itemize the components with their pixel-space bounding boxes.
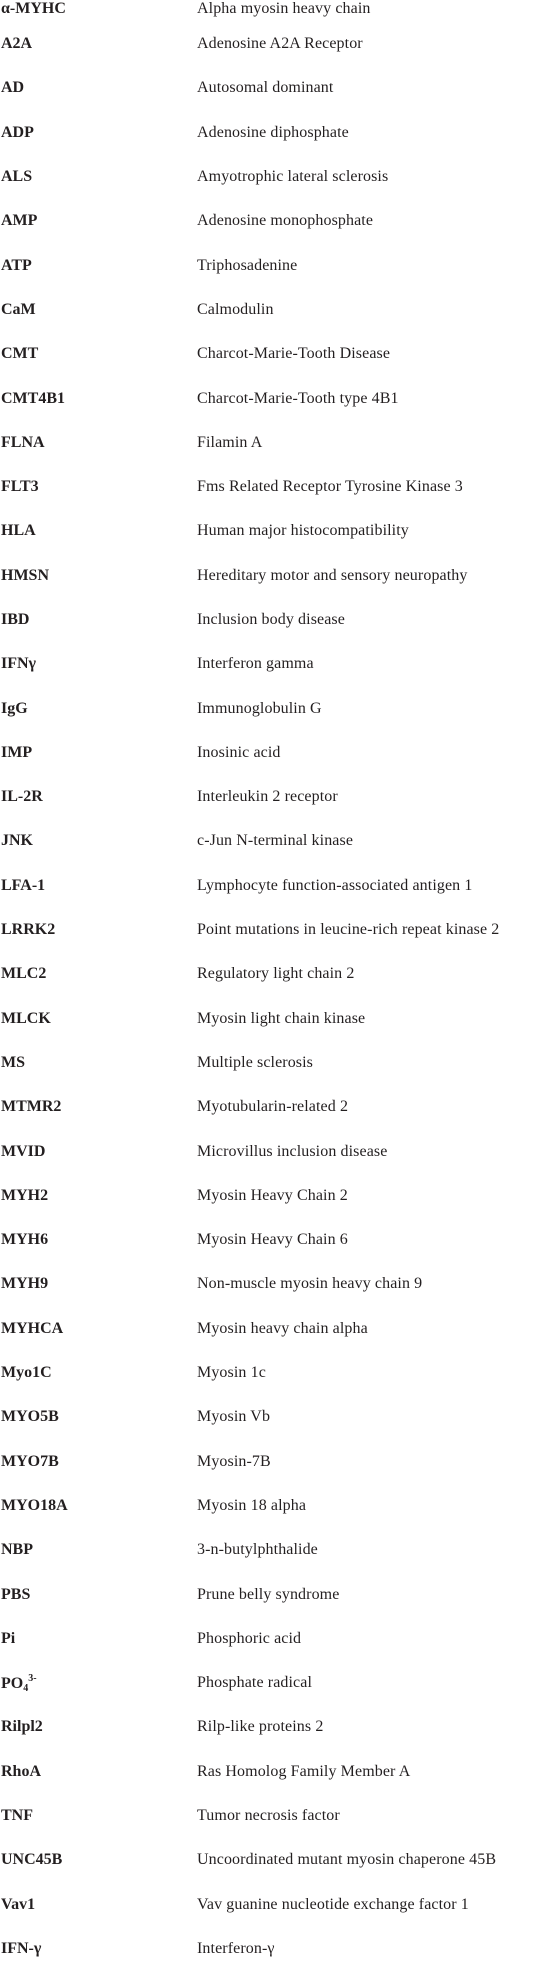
abbreviation-definition: Interferon-γ [197, 1939, 275, 1957]
abbreviation-term [0, 744, 197, 762]
abbreviation-term-text: MYO18A [1, 1496, 68, 1514]
abbreviation-definition: Myosin Heavy Chain 6 [197, 1231, 348, 1249]
abbreviation-row [0, 111, 558, 155]
abbreviation-term [0, 79, 197, 97]
abbreviation-definition: Myosin light chain kinase [197, 1009, 366, 1027]
abbreviation-term-superscript: 3- [28, 1672, 37, 1684]
abbreviation-definition: Myosin-7B [197, 1452, 271, 1470]
abbreviation-term [0, 1940, 197, 1958]
abbreviation-row [0, 421, 558, 465]
abbreviation-term-text: MYH9 [1, 1275, 49, 1293]
abbreviation-row [0, 1041, 558, 1085]
abbreviation-term [0, 1807, 197, 1825]
abbreviation-definition: Immunoglobulin G [197, 699, 322, 717]
abbreviation-row [0, 1262, 558, 1306]
abbreviation-term [0, 1320, 197, 1338]
abbreviation-term-text: NBP [1, 1541, 33, 1559]
abbreviation-row [0, 554, 558, 598]
abbreviation-row [0, 1129, 558, 1173]
abbreviation-term-text: MVID [1, 1142, 46, 1160]
abbreviation-term [0, 1275, 197, 1293]
abbreviation-term-text: Vav1 [1, 1895, 36, 1913]
abbreviation-definition: Myotubularin-related 2 [197, 1098, 349, 1116]
abbreviation-row [0, 908, 558, 952]
abbreviation-term [0, 1453, 197, 1471]
abbreviation-row [0, 1395, 558, 1439]
abbreviation-row [0, 1661, 558, 1705]
abbreviation-term-text: MS [1, 1053, 25, 1071]
abbreviation-term [0, 345, 197, 363]
abbreviation-row [0, 1838, 558, 1882]
abbreviation-term-text: HMSN [1, 566, 49, 584]
abbreviation-term-text: CaM [1, 300, 36, 318]
abbreviation-term [0, 1187, 197, 1205]
abbreviation-term-text: AD [1, 79, 25, 97]
abbreviation-term [0, 0, 197, 18]
abbreviation-term [0, 1586, 197, 1604]
abbreviation-definition: Alpha myosin heavy chain [197, 0, 371, 17]
abbreviation-term-text: MYO7B [1, 1452, 59, 1470]
abbreviation-term [0, 257, 197, 275]
abbreviation-term [0, 478, 197, 496]
abbreviation-term [0, 1896, 197, 1914]
abbreviation-term [0, 1763, 197, 1781]
abbreviation-term [0, 434, 197, 452]
abbreviation-term [0, 1851, 197, 1869]
abbreviation-term [0, 35, 197, 53]
abbreviation-row [0, 731, 558, 775]
abbreviation-term [0, 1010, 197, 1028]
abbreviation-definition: Myosin heavy chain alpha [197, 1319, 368, 1337]
abbreviation-row [0, 775, 558, 819]
abbreviation-row [0, 465, 558, 509]
abbreviation-row [0, 243, 558, 287]
abbreviation-term [0, 655, 197, 673]
abbreviation-term-subscript: 4 [23, 1682, 29, 1694]
abbreviation-term-text: FLNA [1, 433, 45, 451]
abbreviation-row [0, 1617, 558, 1661]
abbreviation-row [0, 1218, 558, 1262]
abbreviation-term-text: MLCK [1, 1009, 51, 1027]
abbreviation-row [0, 1484, 558, 1528]
abbreviation-term [0, 832, 197, 850]
abbreviation-definition: Microvillus inclusion disease [197, 1142, 388, 1160]
abbreviation-term-text: α-MYHC [1, 0, 66, 17]
abbreviation-term [0, 1630, 197, 1648]
abbreviation-term-text: MYO5B [1, 1408, 59, 1426]
abbreviation-term [0, 1718, 197, 1736]
abbreviation-term-text: PBS [1, 1585, 31, 1603]
abbreviation-term-text: MYHCA [1, 1319, 64, 1337]
abbreviation-definition: Adenosine A2A Receptor [197, 35, 363, 53]
abbreviation-definition: c-Jun N-terminal kinase [197, 832, 354, 850]
abbreviation-term [0, 1673, 197, 1694]
abbreviation-row [0, 864, 558, 908]
abbreviation-term-text: IFN-γ [1, 1939, 42, 1957]
abbreviation-term-text: IL-2R [1, 788, 43, 806]
abbreviation-term [0, 877, 197, 895]
abbreviation-row [0, 1174, 558, 1218]
abbreviation-term-text: CMT [1, 345, 39, 363]
abbreviation-definition: Tumor necrosis factor [197, 1807, 340, 1825]
abbreviation-definition: Phosphoric acid [197, 1629, 302, 1647]
abbreviation-definition: Interferon gamma [197, 655, 314, 673]
abbreviation-term [0, 921, 197, 939]
abbreviation-row [0, 1750, 558, 1794]
abbreviation-row [0, 288, 558, 332]
abbreviation-term [0, 1054, 197, 1072]
abbreviation-definition: 3-n-butylphthalide [197, 1541, 318, 1559]
abbreviation-definition: Ras Homolog Family Member A [197, 1762, 411, 1780]
abbreviation-term-text: JNK [1, 832, 33, 850]
abbreviation-row [0, 66, 558, 110]
abbreviation-term-text: HLA [1, 522, 36, 540]
abbreviation-term-text: IFNγ [1, 655, 37, 673]
abbreviation-term [0, 1541, 197, 1559]
abbreviation-row [0, 819, 558, 863]
abbreviation-term [0, 168, 197, 186]
abbreviation-definition: Myosin Heavy Chain 2 [197, 1186, 348, 1204]
abbreviation-term [0, 301, 197, 319]
abbreviation-term-text: Myo1C [1, 1364, 52, 1382]
abbreviation-term [0, 1364, 197, 1382]
abbreviation-definition: Human major histocompatibility [197, 522, 409, 540]
abbreviation-definition: Filamin A [197, 433, 263, 451]
abbreviation-row [0, 332, 558, 376]
abbreviation-definition: Uncoordinated mutant myosin chaperone 45B [197, 1851, 497, 1869]
abbreviation-term-text: LFA-1 [1, 876, 46, 894]
abbreviation-term-text: ATP [1, 256, 32, 274]
abbreviation-term [0, 1497, 197, 1515]
abbreviation-term-text: IgG [1, 699, 28, 717]
abbreviation-definition: Adenosine diphosphate [197, 123, 349, 141]
abbreviation-definition: Calmodulin [197, 300, 274, 318]
abbreviation-row [0, 997, 558, 1041]
abbreviation-term-text: IMP [1, 743, 33, 761]
abbreviation-definition: Myosin Vb [197, 1408, 271, 1426]
abbreviation-definition: Hereditary motor and sensory neuropathy [197, 566, 468, 584]
abbreviation-term [0, 1098, 197, 1116]
abbreviation-row [0, 1882, 558, 1926]
abbreviation-row [0, 376, 558, 420]
abbreviation-row [0, 686, 558, 730]
abbreviation-row [0, 199, 558, 243]
abbreviation-row [0, 1705, 558, 1749]
abbreviation-term [0, 212, 197, 230]
abbreviation-term [0, 1231, 197, 1249]
abbreviation-definition: Charcot-Marie-Tooth Disease [197, 345, 391, 363]
abbreviation-term [0, 1408, 197, 1426]
abbreviation-row [0, 1440, 558, 1484]
abbreviation-term-text: AMP [1, 212, 38, 230]
abbreviation-term [0, 522, 197, 540]
abbreviation-definition: Prune belly syndrome [197, 1585, 340, 1603]
abbreviation-row [0, 22, 558, 66]
abbreviation-definition: Vav guanine nucleotide exchange factor 1 [197, 1895, 469, 1913]
abbreviation-term-text: MTMR2 [1, 1098, 62, 1116]
abbreviation-row [0, 1528, 558, 1572]
abbreviation-definition: Myosin 18 alpha [197, 1496, 307, 1514]
abbreviation-row [0, 0, 558, 22]
abbreviation-definition: Charcot-Marie-Tooth type 4B1 [197, 389, 399, 407]
abbreviation-definition: Autosomal dominant [197, 79, 334, 97]
abbreviation-definition: Inosinic acid [197, 743, 281, 761]
abbreviation-term-text: UNC45B [1, 1851, 63, 1869]
abbreviation-term-text: PO [1, 1674, 24, 1692]
abbreviation-definition: Inclusion body disease [197, 611, 345, 628]
abbreviation-row [0, 1794, 558, 1838]
abbreviation-term-text: Pi [1, 1629, 16, 1647]
abbreviation-term [0, 124, 197, 142]
abbreviation-row [0, 598, 558, 642]
abbreviation-term-text: ADP [1, 123, 34, 141]
abbreviation-row [0, 1927, 558, 1971]
abbreviation-term [0, 611, 197, 629]
abbreviation-row [0, 1351, 558, 1395]
abbreviation-term-text: TNF [1, 1807, 33, 1825]
abbreviation-term-text: Rilpl2 [1, 1718, 43, 1736]
abbreviation-row [0, 1307, 558, 1351]
abbreviation-definition: Multiple sclerosis [197, 1053, 314, 1071]
abbreviation-term [0, 788, 197, 806]
abbreviation-term [0, 1143, 197, 1161]
abbreviation-definition: Fms Related Receptor Tyrosine Kinase 3 [197, 478, 463, 496]
abbreviation-term [0, 390, 197, 408]
abbreviation-term-text: IBD [1, 611, 30, 628]
abbreviation-definition: Point mutations in leucine-rich repeat kinase 2 [197, 921, 500, 939]
abbreviation-row [0, 642, 558, 686]
abbreviation-row [0, 952, 558, 996]
abbreviation-row [0, 1085, 558, 1129]
abbreviation-definition: Adenosine monophosphate [197, 212, 374, 230]
abbreviation-term [0, 567, 197, 585]
abbreviation-row [0, 1572, 558, 1616]
abbreviation-definition: Lymphocyte function-associated antigen 1 [197, 876, 473, 894]
abbreviation-term [0, 700, 197, 718]
abbreviation-definition: Myosin 1c [197, 1364, 266, 1382]
abbreviation-definition: Phosphate radical [197, 1674, 312, 1692]
abbreviation-definition: Triphosadenine [197, 256, 298, 274]
abbreviation-row [0, 155, 558, 199]
abbreviation-definition: Rilp-like proteins 2 [197, 1718, 324, 1736]
abbreviation-term-text: A2A [1, 35, 33, 53]
abbreviation-term-text: MYH6 [1, 1231, 49, 1249]
abbreviation-term [0, 965, 197, 983]
abbreviation-definition: Regulatory light chain 2 [197, 965, 355, 983]
abbreviation-term-text: ALS [1, 168, 33, 186]
abbreviation-term-text: FLT3 [1, 478, 39, 496]
abbreviation-definition: Amyotrophic lateral sclerosis [197, 168, 389, 186]
abbreviation-term-text: MYH2 [1, 1186, 49, 1204]
abbreviation-definition: Non-muscle myosin heavy chain 9 [197, 1275, 423, 1293]
abbreviation-definition: Interleukin 2 receptor [197, 788, 338, 806]
abbreviation-term-text: CMT4B1 [1, 389, 65, 407]
abbreviation-row [0, 509, 558, 553]
abbreviation-term-text: RhoA [1, 1762, 42, 1780]
abbreviation-term-text: MLC2 [1, 965, 47, 983]
abbreviation-term-text: LRRK2 [1, 921, 56, 939]
